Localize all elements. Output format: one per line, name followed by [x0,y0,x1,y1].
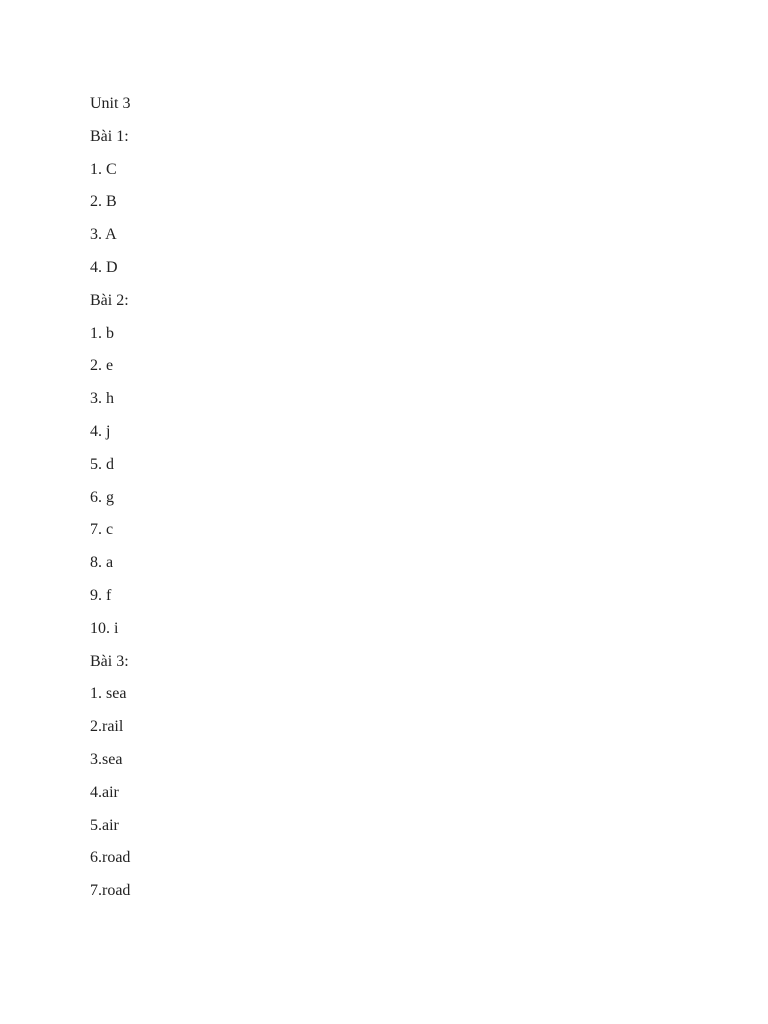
exercise-1-answer: 3. A [90,226,117,244]
exercise-3-answer: 4.air [90,783,119,801]
exercise-3-answer: 5.air [90,816,119,834]
exercise-3-answer: 2.rail [90,718,124,736]
exercise-2-answer: 2. e [90,357,114,375]
exercise-2-answer: 9. f [90,586,112,604]
exercise-2-answer: 1. b [90,324,114,342]
exercise-2-heading: Bài 2: [90,291,129,309]
exercise-2-answer: 7. c [90,521,114,539]
exercise-1-answer: 4. D [90,258,118,276]
exercise-2-answer: 6. g [90,488,114,506]
exercise-3-answer: 3.sea [90,750,123,768]
exercise-3-answer: 6.road [90,849,131,867]
document-body [90,91,690,911]
exercise-3-answer: 1. sea [90,685,127,703]
exercise-3-heading: Bài 3: [90,652,129,670]
exercise-3-answer: 7.road [90,882,131,900]
exercise-1-heading: Bài 1: [90,127,129,145]
exercise-2-answer: 4. j [90,422,111,440]
exercise-2-answer: 5. d [90,455,114,473]
exercise-1-answer: 1. C [90,160,117,178]
unit-title: Unit 3 [90,95,131,112]
exercise-2-answer: 3. h [90,390,114,408]
exercise-2-answer: 10. i [90,619,119,637]
exercise-2-answer: 8. a [90,554,114,572]
exercise-1-answer: 2. B [90,193,117,211]
